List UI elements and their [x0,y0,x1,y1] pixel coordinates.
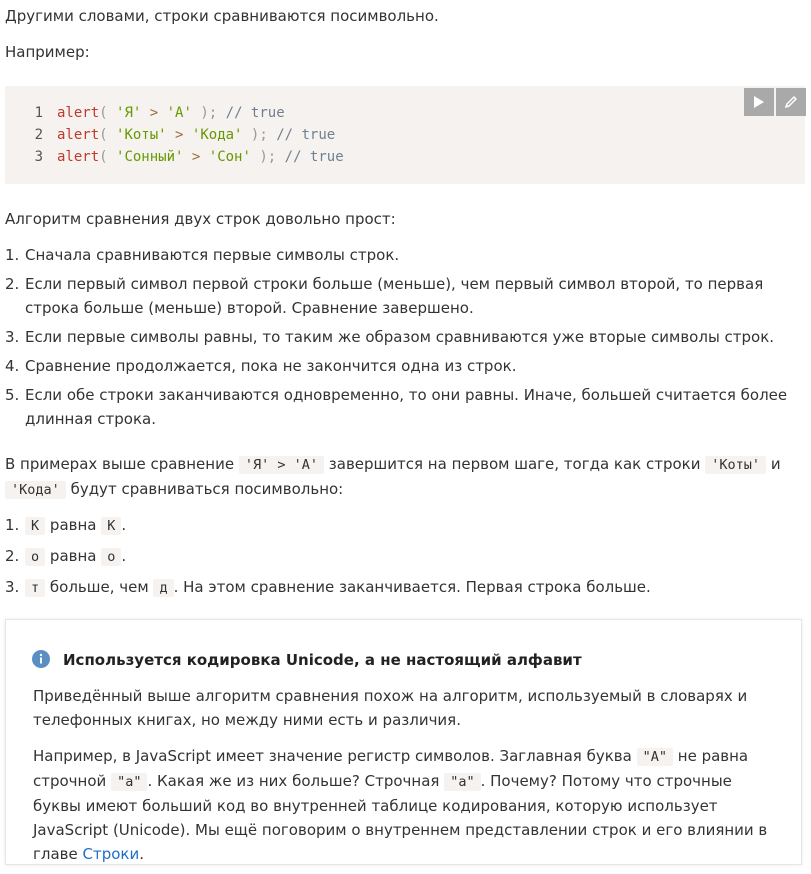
code-string: 'Кода' [191,127,243,143]
info-icon [32,650,50,668]
list-item: 1. Сначала сравниваются первые символы строк. [5,246,400,264]
inline-code: 'Коты' [705,456,766,474]
code-comment: // true [276,127,336,143]
inline-code: д [153,579,173,597]
code-operator: > [149,105,159,121]
inline-code: "а" [444,773,480,791]
algorithm-intro: Алгоритм сравнения двух строк довольно прост: [5,210,396,228]
code-string: 'Я' [116,105,142,121]
list-item: 5. Если обе строки заканчиваются одновременно, то они равны. Иначе, большей считается более длинная строка. [5,386,788,428]
list-item: 4. Сравнение продолжается, пока не закончится одна из строк. [5,357,517,375]
code-string: 'Сон' [208,149,251,165]
code-operator: > [191,149,201,165]
note-paragraph-1: Приведённый выше алгоритм сравнения похож на алгоритм, используемый в словарях и телефонных книгах, но между ними есть и различия. [33,687,748,729]
line-number: 1 [34,105,43,121]
info-note [5,619,802,865]
strings-chapter-link[interactable]: Строки [82,845,140,863]
inline-code: "А" [637,748,673,766]
line-number: 2 [34,127,43,143]
list-item: 3. т больше, чем д . На этом сравнение заканчивается. Первая строка больше. [5,578,651,596]
list-item: 2. о равна о . [5,547,127,565]
intro-text: Другими словами, строки сравниваются посимвольно. [5,7,439,25]
inline-code: о [25,548,45,566]
inline-code: К [101,517,121,535]
list-item: 1. К равна К . [5,516,127,534]
inline-code: т [25,579,45,597]
code-line: 1 alert( 'Я' > 'А' ); // true [5,102,805,124]
code-example [5,86,805,184]
note-paragraph-2: Например, в JavaScript имеет значение регистр символов. Заглавная буква "А" не равна строчной "а" . Какая же из них больше? Строчная "а" . Почему? Потому что строчные буквы имеют больший код во внутренней таблице кодирования, которую использует JavaScript (Unicode). Мы ещё поговорим о внутреннем представлении строк и его влиянии в главе Строки. [33,747,768,863]
code-string: 'А' [166,105,192,121]
list-item: 3. Если первые символы равны, то таким же образом сравниваются уже вторые символы строк. [5,328,775,346]
code-operator: > [175,127,184,143]
examples-paragraph: В примерах выше сравнение 'Я' > 'А' завершится на первом шаге, тогда как строки 'Коты' и 'Кода' будут сравниваться посимвольно: [5,455,781,498]
code-line: 2 alert( 'Коты' > 'Кода' ); // true [5,124,805,146]
note-title: Используется кодировка Unicode, а не настоящий алфавит [63,651,582,669]
line-number: 3 [34,149,43,165]
example-label: Например: [5,43,90,61]
inline-code: "а" [111,773,147,791]
inline-code: К [25,517,45,535]
list-item: 2. Если первый символ первой строки больше (меньше), чем первый символ второй, то первая строка больше (меньше) второй. Сравнение завершено. [5,275,764,317]
inline-code: 'Я' > 'А' [239,456,324,474]
code-comment: // true [225,105,285,121]
inline-code: о [101,548,121,566]
code-string: 'Сонный' [116,149,184,165]
algorithm-steps [5,243,805,431]
code-function: alert [57,149,100,165]
code-comment: // true [284,149,344,165]
code-function: alert [57,127,100,143]
char-comparison-steps [5,513,805,600]
code-function: alert [57,105,100,121]
inline-code: 'Кода' [5,481,66,499]
code-string: 'Коты' [116,127,167,143]
code-line: 3 alert( 'Сонный' > 'Сон' ); // true [5,146,805,168]
